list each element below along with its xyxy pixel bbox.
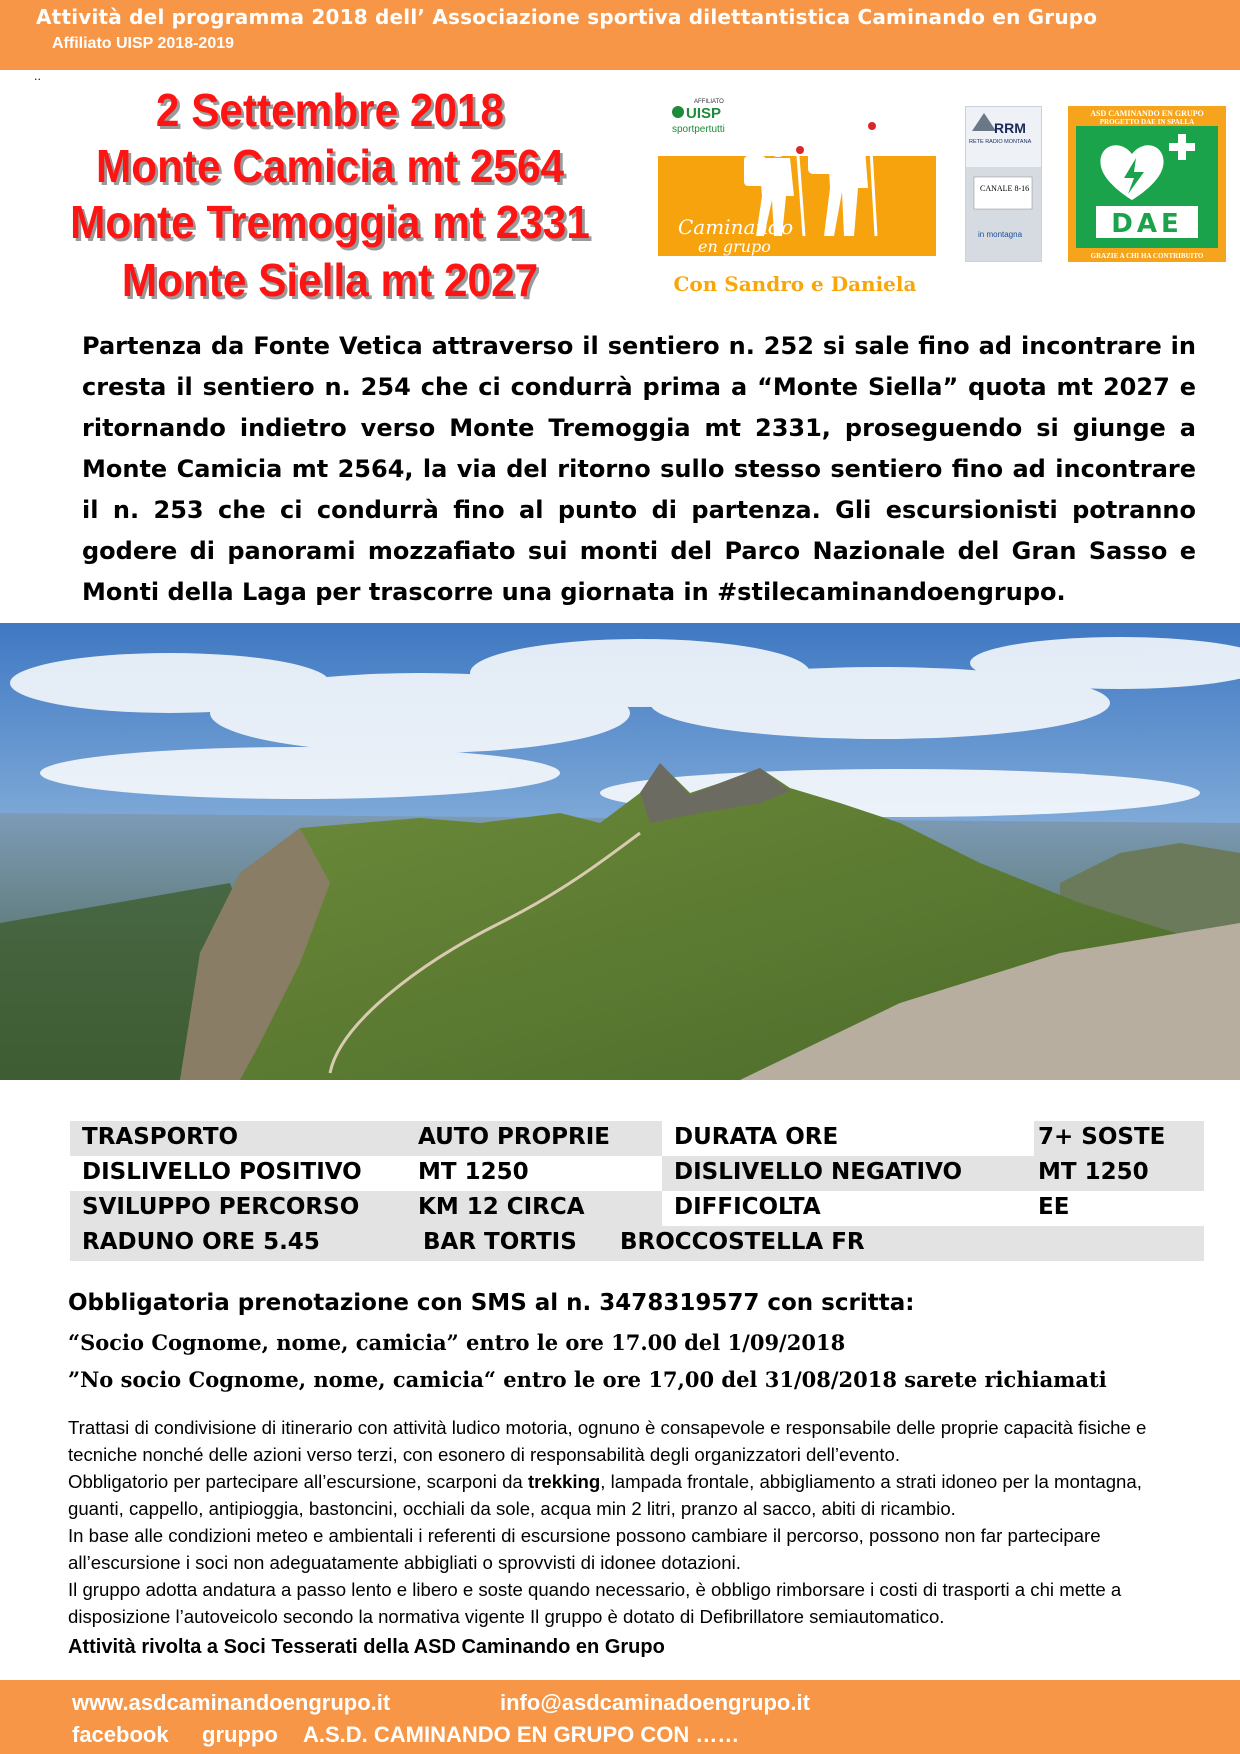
terms-paragraph: In base alle condizioni meteo e ambientali i referenti di escursione possono cambiare il percorso, possono non far partecipare all’escursione i soci non adeguatamente abbigliati o sprovvisti di idonee dotazioni. [68, 1525, 1101, 1573]
transport-value: AUTO PROPRIE [418, 1124, 610, 1150]
rrm-name: RRM [994, 120, 1026, 136]
dots: .. [34, 70, 41, 83]
rrm-channel: CANALE 8-16 [980, 184, 1030, 193]
event-peak-2: Monte Tremoggia mt 2331 [70, 196, 590, 248]
dae-label: DAE [1111, 209, 1183, 239]
length-label: SVILUPPO PERCORSO [82, 1194, 360, 1220]
dae-logo-graphic [1068, 106, 1226, 262]
dae-logo [1068, 106, 1226, 262]
duration-label: DURATA ORE [674, 1124, 839, 1150]
booking-title: Obbligatoria prenotazione con SMS al n. 3478319577 con scritta: [68, 1290, 915, 1316]
rrm-card-graphic [966, 107, 1041, 261]
table-row [70, 1121, 1204, 1156]
terms-bold-trekking: trekking [527, 1471, 601, 1492]
descent-value: MT 1250 [1038, 1159, 1149, 1185]
transport-label: TRASPORTO [82, 1124, 239, 1150]
event-peak-1: Monte Camicia mt 2564 [95, 140, 565, 192]
meeting-place: BAR TORTIS [423, 1229, 577, 1255]
table-row [70, 1191, 1204, 1226]
meeting-town: BROCCOSTELLA FR [620, 1229, 865, 1255]
ascent-value: MT 1250 [418, 1159, 529, 1185]
uisp-tagline: sportpertutti [672, 124, 725, 135]
booking-socio: “Socio Cognome, nome, camicia” entro le ore 17.00 del 1/09/2018 [68, 1330, 846, 1355]
table-row [70, 1156, 1204, 1191]
dae-bottom-text: GRAZIE A CHI HA CONTRIBUITO [1090, 252, 1204, 260]
uisp-name: UISP [686, 105, 722, 122]
website-link[interactable]: www.asdcaminandoengrupo.it [72, 1690, 391, 1715]
meeting-time-label: RADUNO ORE 5.45 [82, 1229, 320, 1255]
rrm-logo [965, 106, 1042, 262]
ascent-label: DISLIVELLO POSITIVO [82, 1159, 362, 1185]
email-link[interactable]: info@asdcaminadoengrupo.it [500, 1690, 810, 1715]
uisp-affiliation: AFFILIATO [694, 99, 724, 105]
length-value: KM 12 CIRCA [418, 1194, 585, 1220]
table-row [70, 1226, 1204, 1261]
rrm-footer: in montagna [978, 230, 1023, 239]
terms-text-part: , lampada frontale, abbigliamento a strati idoneo per la montagna, guanti, cappello, antipioggia, bastoncini, occhiali da sole, acqua min 2 litri, pranzo al sacco, abiti di ricambio. [68, 1471, 1142, 1519]
members-note: Attività rivolta a Soci Tesserati della ASD Caminando en Grupo [68, 1636, 665, 1658]
caminando-logo [658, 96, 936, 256]
terms-text [68, 1414, 1188, 1630]
terms-paragraph: Il gruppo adotta andatura a passo lento e libero e soste quando necessario, è obbligo rimborsare i costi di trasporti a chi mette a disposizione l’autoveicolo secondo la normativa vigente Il gruppo è dotato di Defibrillatore semiautomatico. [68, 1579, 1122, 1627]
difficulty-label: DIFFICOLTA [674, 1194, 821, 1220]
group-label: gruppo [202, 1722, 278, 1747]
dae-top-text-2: PROGETTO DAE IN SPALLA [1099, 118, 1195, 126]
difficulty-value: EE [1038, 1194, 1070, 1220]
terms-text-part: Obbligatorio per partecipare all’escursione, scarponi da [68, 1471, 528, 1492]
event-date: 2 Settembre 2018 [155, 84, 505, 136]
caminando-logo-text-2: en grupo [698, 237, 771, 256]
affiliation-subtitle: Affiliato UISP 2018-2019 [52, 35, 235, 52]
facebook-label: facebook [72, 1722, 169, 1747]
terms-paragraph: Trattasi di condivisione di itinerario con attività ludico motoria, ognuno è consapevole e responsabile delle proprie capacità fisiche e tecniche nonché delle azioni verso terzi, con esonero di responsabilità degli organizzatori dell’evento. [68, 1417, 1147, 1465]
booking-no-socio: ”No socio Cognome, nome, camicia“ entro le ore 17,00 del 31/08/2018 sarete richiamati [68, 1367, 1107, 1392]
rrm-tagline: RETE RADIO MONTANA [969, 139, 1032, 145]
mountain-photo [0, 623, 1240, 1080]
event-peak-3: Monte Siella mt 2027 [121, 254, 539, 306]
guides-label: Con Sandro e Daniela [673, 272, 917, 296]
facebook-group-name: A.S.D. CAMINANDO EN GRUPO CON …… [303, 1722, 740, 1747]
caminando-logo-text-1: Caminando [678, 215, 794, 239]
program-title: Attività del programma 2018 dell’ Associazione sportiva dilettantistica Caminando en Grupo [36, 5, 1098, 29]
route-description: Partenza da Fonte Vetica attraverso il sentiero n. 252 si sale fino ad incontrare in cresta il sentiero n. 254 che ci condurrà prima a “Monte Siella” quota mt 2027 e ritornando indietro verso Monte Tremoggia mt 2331, proseguendo si giunge a Monte Camicia mt 2564, la via del ritorno sullo stesso sentiero fino ad incontrare il n. 253 che ci condurrà fino al punto di partenza. Gli escursionisti potranno godere di panorami mozzafiato sui monti del Parco Nazionale del Gran Sasso e Monti della Laga per trascorre una giornata in #stilecaminandoengrupo. [82, 332, 1196, 606]
descent-label: DISLIVELLO NEGATIVO [674, 1159, 963, 1185]
dae-top-text: ASD CAMINANDO EN GRUPO [1090, 109, 1204, 118]
terms-paragraph [68, 1468, 1188, 1522]
duration-value: 7+ SOSTE [1038, 1124, 1166, 1150]
